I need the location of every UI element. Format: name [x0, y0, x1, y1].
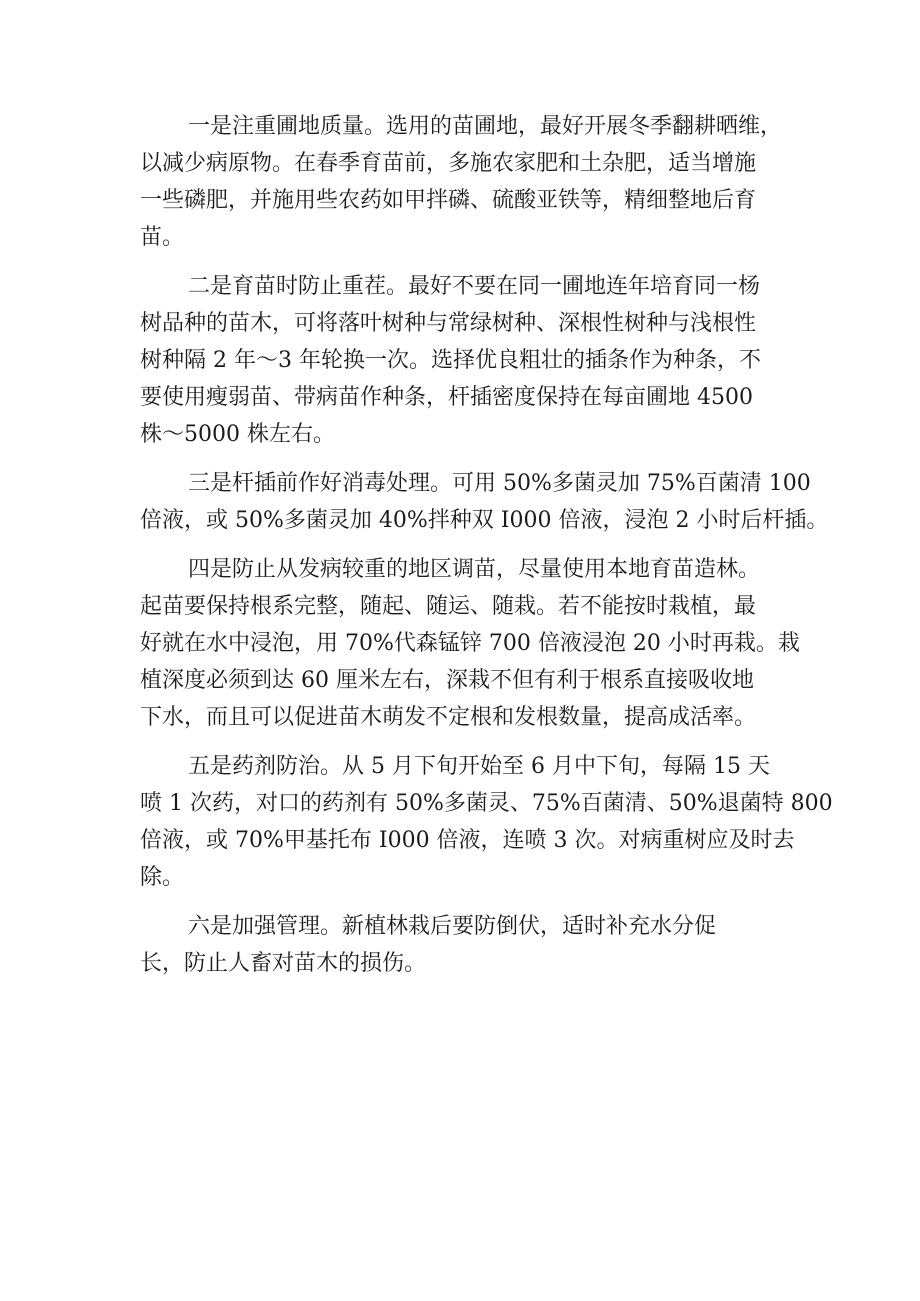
paragraph-line: 下水，而且可以促进苗木萌发不定根和发根数量，提高成活率。 [140, 705, 757, 730]
paragraph-line: 六是加强管理。新植林栽后要防倒伏，适时补充水分促 [188, 914, 717, 939]
paragraph-line: 倍液，或 70%甲基托布 I000 倍液，连喷 3 次。对病重树应及时去 [140, 828, 795, 853]
paragraph-line: 一些磷肥，并施用些农药如甲拌磷、硫酸亚铁等，精细整地后育 [140, 188, 757, 213]
paragraph-line: 要使用瘦弱苗、带病苗作种条，杆插密度保持在每亩圃地 4500 [140, 385, 753, 410]
paragraph-line: 树品种的苗木，可将落叶树种与常绿树种、深根性树种与浅根性 [140, 311, 757, 336]
paragraph-line: 三是杆插前作好消毒处理。可用 50%多菌灵加 75%百菌清 100 [188, 471, 811, 496]
paragraph-line: 长，防止人畜对苗木的损伤。 [140, 951, 427, 976]
paragraph-3 [140, 465, 829, 539]
paragraph-line: 二是育苗时防止重茬。最好不要在同一圃地连年培育同一杨 [188, 274, 761, 299]
paragraph-line: 以减少病原物。在春季育苗前，多施农家肥和土杂肥，适当增施 [140, 151, 757, 176]
paragraph-line: 起苗要保持根系完整，随起、随运、随栽。若不能按时栽植，最 [140, 594, 757, 619]
paragraph-4 [140, 551, 800, 736]
paragraph-line: 植深度必须到达 60 厘米左右，深栽不但有利于根系直接吸收地 [140, 668, 754, 693]
paragraph-line: 倍液，或 50%多菌灵加 40%拌种双 I000 倍液，浸泡 2 小时后杆插。 [140, 508, 829, 533]
paragraph-line: 苗。 [140, 225, 185, 250]
paragraph-5 [140, 748, 833, 896]
paragraph-line: 株～5000 株左右。 [140, 422, 335, 447]
paragraph-line: 一是注重圃地质量。选用的苗圃地，最好开展冬季翻耕晒维， [188, 114, 783, 139]
paragraph-line: 喷 1 次药，对口的药剂有 50%多菌灵、75%百菌清、50%退菌特 800 [140, 791, 833, 816]
document-body [140, 108, 833, 994]
paragraph-line: 树种隔 2 年～3 年轮换一次。选择优良粗壮的插条作为种条，不 [140, 348, 761, 373]
paragraph-line: 好就在水中浸泡，用 70%代森锰锌 700 倍液浸泡 20 小时再栽。栽 [140, 631, 800, 656]
paragraph-2 [140, 268, 790, 453]
paragraph-line: 四是防止从发病较重的地区调苗，尽量使用本地育苗造林。 [188, 557, 761, 582]
paragraph-line: 五是药剂防治。从 5 月下旬开始至 6 月中下旬，每隔 15 天 [188, 754, 770, 779]
paragraph-1 [140, 108, 790, 256]
paragraph-6 [140, 908, 790, 982]
paragraph-line: 除。 [140, 865, 185, 890]
